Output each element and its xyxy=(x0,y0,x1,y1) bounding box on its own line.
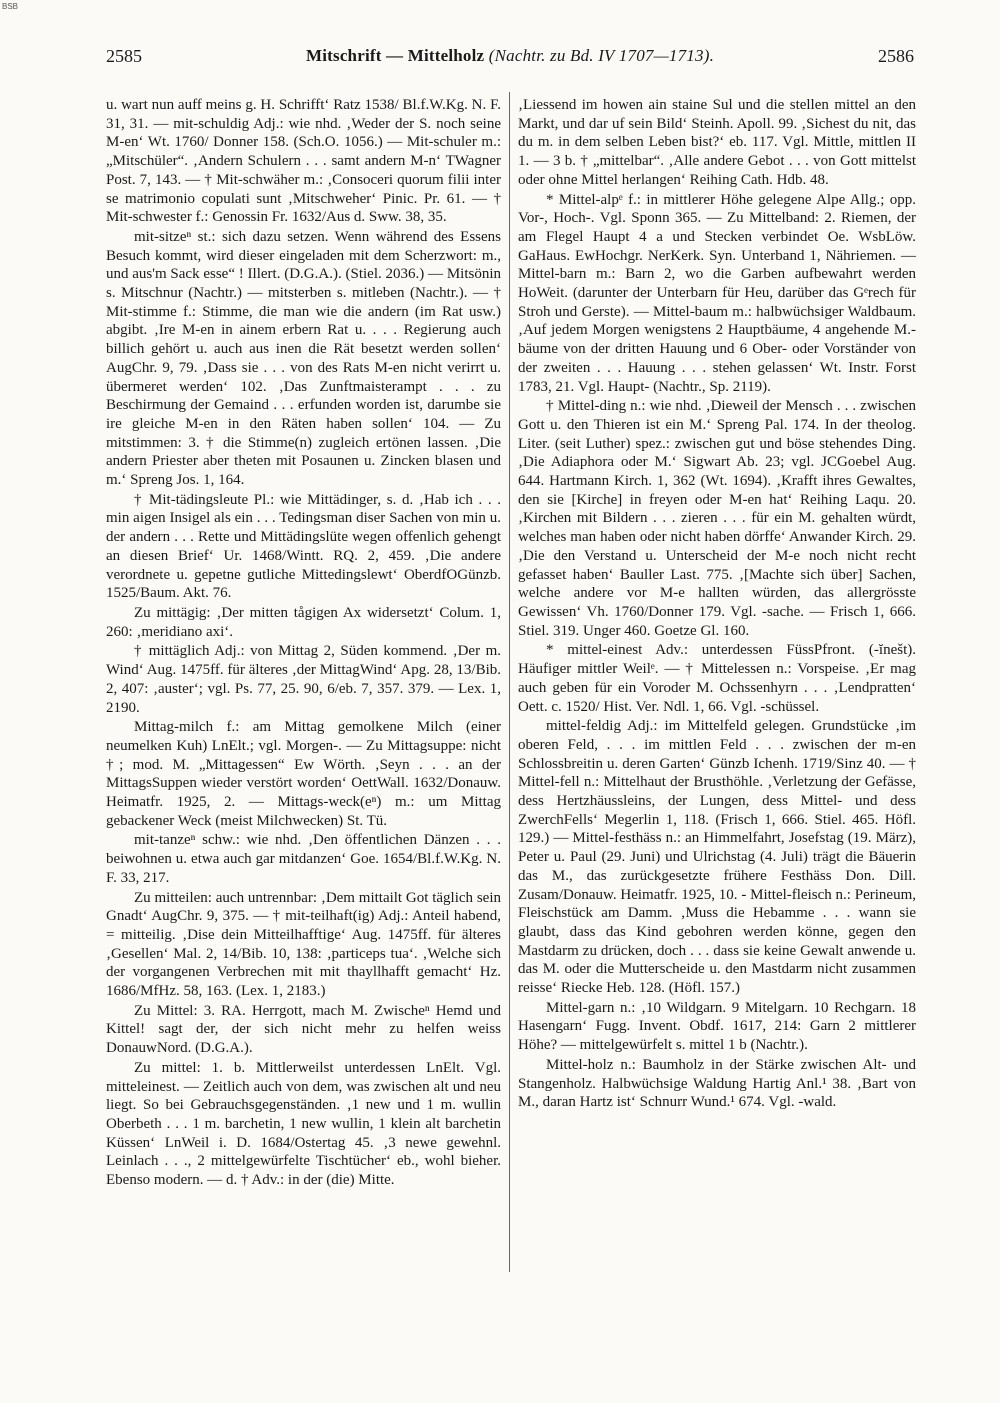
entry-paragraph: * Mittel-alpᵉ f.: in mittlerer Höhe gelegene Alpe Allg.; opp. Vor-, Hoch-. Vgl. Sponn 365. — Zu Mittelband: 2. Riemen, der am Flegel Haupt 4 a und Stecken verbindet Oe. WsbLöw. GaHaus. EwHochgr. NerKerk. Syn. Unterband 1, Nähriemen. — Mittel-barn m.: Barn 2, wo die Garben aufbewahrt werden HoWeit. (darunter der Unterbarn für Heu, darüber das Gᵉrech für Stroh und Gerste). — Mittel-baum m.: halbwüchsiger Waldbaum. ‚Auf jedem Morgen wenigstens 2 Hauptbäume, 4 angehende M.-bäume von der dritten Hauung und 6 Ober- oder Vorständer von der zweiten . . . Hauung . . . stehen gelassen‘ Wt. Instr. Forst 1783, 21. Vgl. Haupt- (Nachtr., Sp. 2119). xyxy=(518,191,916,395)
running-title-note: (Nachtr. zu Bd. IV 1707—1713). xyxy=(488,46,715,65)
entry-paragraph: Zu mittägig: ‚Der mitten tågigen Ax widersetzt‘ Colum. 1, 260: ‚meridiano axi‘. xyxy=(106,604,501,640)
running-title-main: Mitschrift — Mittelholz xyxy=(305,46,485,65)
left-column xyxy=(106,96,501,1296)
running-title xyxy=(106,46,914,66)
right-column xyxy=(518,96,916,1296)
entry-paragraph: † Mittel-ding n.: wie nhd. ‚Dieweil der Mensch . . . zwischen Gott u. den Thieren ist ein M.‘ Spreng Pal. 174. In der theolog. Liter. (seit Luther) spez.: zwischen gut und böse stehendes Ding. ‚Die Adiaphora oder M.‘ Sigwart Ab. 23; vgl. JCGoebel Aug. 644. Hartmann Kirch. 1, 362 (Wt. 1694). ‚Krafft ihres Gewaltes, den sie [Kirche] in freyen oder M-en hat‘ Reihing Laqu. 20. ‚Kirchen mit Bildern . . . zieren . . . für ein M. gehalten würdt, welches man haben oder nicht haben dörffe‘ Anwander Kirch. 29. ‚Die den Verstand u. Unterscheid der M-e noch nicht recht gefasset haben‘ Bauller Last. 775. ‚[Machte sich über] Sachen, welche andere vor M-e hallten würden, das allergrösste Gewissen‘ Vh. 1760/Donner 179. Vgl. -sache. — Frisch 1, 666. Stiel. 319. Unger 460. Goetze Gl. 160. xyxy=(518,398,916,639)
column-divider xyxy=(509,92,510,1272)
entry-paragraph: † Mit-tädingsleute Pl.: wie Mittädinger, s. d. ‚Hab ich . . . min aigen Insigel als ein . . . Tedingsman diser Sachen von min u. der andern . . . Rette und Mittädingslüte wegen offenlich gehengt an diesen Brief‘ Ur. 1468/Wintt. RQ. 2, 459. ‚Die andere verordnete u. gepetne gutliche Mittedingslewt‘ OberdfOGünzb. 1525/Baum. Akt. 76. xyxy=(106,491,501,602)
entry-paragraph: mit-tanzeⁿ schw.: wie nhd. ‚Den öffentlichen Dänzen . . . beiwohnen u. etwa auch gar mitdanzen‘ Goe. 1654/Bl.f.W.Kg. N. F. 33, 217. xyxy=(106,832,501,886)
entry-paragraph: mit-sitzeⁿ st.: sich dazu setzen. Wenn während des Essens Besuch kommt, wird dieser eingeladen mit dem Scherzwort: m., und aus'm Sack esse“ ! Illert. (D.G.A.). (Stiel. 2036.) — Mitsönin s. Mitschnur (Nachtr.) — mitsterben s. mitleben (Nachtr.). — † Mit-stimme f.: Stimme, die man wie die andern (im Rat usw.) abgibt. ‚Ire M-en in ainem erbern Rat u. . . . Regierung auch billich gehört u. auch aus inen die Rät besetzt werden sollen‘ AugChr. 9, 79. ‚Dass sie . . . von des Rats M-en nicht verirrt u. übermeret werden‘ 102. ‚Das Zunftmaisterampt . . . zu Beschirmung der Gemaind . . . erfunden worden ist, darumbe sie ire gleiche M-en in den Räten haben sollen‘ 104. — Zu mitstimmen: 3. † die Stimme(n) zugleich ertönen lassen. ‚Die andern Priester aber theten mit Posaunen u. Zincken blasen und m.‘ Spreng Jos. 1, 164. xyxy=(106,228,501,489)
page-number-left: 2585 xyxy=(106,46,142,66)
entry-paragraph: * mittel-einest Adv.: unterdessen FüssPfront. (-ĭnešt). Häufiger mittler Weilᵉ. — † Mittelessen n.: Vorspeise. ‚Er mag auch geben für ein Voroder M. Ochssenhyrn . . . ‚Lendpratten‘ Oett. c. 1520/ Hist. Ver. Ndl. 1, 66. Vgl. -schüssel. xyxy=(518,642,916,715)
entry-paragraph: Mittag-milch f.: am Mittag gemolkene Milch (einer neumelken Kuh) LnElt.; vgl. Morgen-. — Zu Mittagsuppe: nicht †; mod. M. „Mittagessen“ Ew Wörth. ‚Seyn . . . an der MittagsSuppen wieder verstört worden‘ OettWall. 1632/Donauw. Heimatfr. 1925, 2. — Mittags-weck(eⁿ) m.: um Mittag gebackener Weck (meist Milchwecken) St. Tü. xyxy=(106,719,501,829)
entry-paragraph: Zu Mittel: 3. RA. Herrgott, mach M. Zwischeⁿ Hemd und Kittel! sagt der, der sich nicht mehr zu helfen weiss DonauwNord. (D.G.A.). xyxy=(106,1002,501,1057)
entry-paragraph: Mittel-holz n.: Baumholz in der Stärke zwischen Alt- und Stangenholz. Halbwüchsige Waldung Hartig Anl.¹ 38. ‚Bart von M., daran Hartz ist‘ Schnurr Wund.¹ 674. Vgl. -wald. xyxy=(518,1056,916,1111)
entry-paragraph: † mittäglich Adj.: von Mittag 2, Süden kommend. ‚Der m. Wind‘ Aug. 1475ff. für älteres ‚der MittagWind‘ Apg. 28, 13/Bib. 2, 407: ‚auster‘; vgl. Ps. 77, 25. 90, 6/eb. 7, 357. 379. — Lex. 1, 2190. xyxy=(106,643,501,716)
entry-paragraph: mittel-feldig Adj.: im Mittelfeld gelegen. Grundstücke ‚im oberen Feld, . . . im mittlen Feld . . . zwischen der m-en Schlossbreitin u. deren Garten‘ Günzb Ichenh. 1719/Sinz 40. — † Mittel-fell n.: Mittelhaut der Brusthöhle. ‚Verletzung der Gefässe, dess Hertzhäussleins, der Lungen, dess Mittel- und dess ZwerchFells‘ Megerlin 1, 118. (Frisch 1, 666. Stiel. 465. Höfl. 129.) — Mittel-festhäss n.: an Himmelfahrt, Josefstag (19. März), Peter u. Paul (29. Juni) und Ulrichstag (4. Juli) trägt die Bäuerin das M., das zurückgesetzte frühere Festhäss Don. Dill. Zusam/Donauw. Heimatfr. 1925, 10. - Mittel-fleisch n.: Perineum, Fleischstück am Damm. ‚Muss die Hebamme . . . wann sie glaubt, dass das Kind gebohren werden könne, gegen den Mastdarm zu drücken, doch . . . dass sie keine Gewalt anwende u. das M. oder die Mutterscheide u. den Mastdarm nicht zusammen reisse‘ Riecke Heb. 128. (Höfl. 157.) xyxy=(518,718,916,997)
library-stamp: BSB xyxy=(2,2,19,11)
page-number-right: 2586 xyxy=(878,46,914,66)
entry-paragraph: u. wart nun auff meins g. H. Schrifft‘ Ratz 1538/ Bl.f.W.Kg. N. F. 31, 31. — mit-schuldig Adj.: wie nhd. ‚Weder der S. noch seine M-en‘ Wt. 1760/ Donner 158. (Sch.O. 1056.) — Mit-schuler m.: „Mitschüler“. ‚Andern Schulern . . . samt andern M-n‘ TWagner Post. 7, 143. — † Mit-schwäher m.: ‚Consoceri quorum filii inter se matrimonio copulati sunt ‚Mitschweher‘ Pinic. Pr. 61. — † Mit-schwester f.: Genossin Fr. 1632/Aus d. Sww. 38, 35. xyxy=(106,97,501,226)
entry-paragraph: Zu mittel: 1. b. Mittlerweilst unterdessen LnElt. Vgl. mitteleinest. — Zeitlich auch von dem, was zwischen alt und neu liegt. So bei Gebrauchsgegenständen. ‚1 new und 1 m. wullin Oberbeth . . . 1 m. barchetin, 1 new wullin, 1 klein alt barchetin Küssen‘ LnWeil i. D. 1684/Ostertag 45. ‚3 newe gewehnl. Leinlach . . ., 2 mittelgewürfelte Tischtücher‘ eb., wohl bieher. Ebenso modern. — d. † Adv.: in der (die) Mitte. xyxy=(106,1059,501,1189)
page-header xyxy=(106,46,914,76)
entry-paragraph: Mittel-garn n.: ‚10 Wildgarn. 9 Mitelgarn. 10 Rechgarn. 18 Hasengarn‘ Fugg. Invent. Obdf. 1617, 214: Garn 2 mittlerer Höhe? — mittelgewürfelt s. mittel 1 b (Nachtr.). xyxy=(518,999,916,1054)
entry-paragraph: Zu mitteilen: auch untrennbar: ‚Dem mittailt Got täglich sein Gnadt‘ AugChr. 9, 375. — † mit-teilhaft(ig) Adj.: Anteil habend, = mitteilig. ‚Dise dein Mitteilhafftige‘ Aug. 1475ff. für älteres ‚Gesellen‘ Mal. 2, 14/Bib. 10, 138: ‚particeps tua‘. ‚Welche sich der vorgangenen Verbrechen mit mit thayllhafft gemacht‘ Hz. 1686/MfHz. 58, 163. (Lex. 1, 2183.) xyxy=(106,889,501,1000)
entry-paragraph: ‚Liessend im howen ain staine Sul und die stellen mittel an den Markt, und dar uf sein Bild‘ Steinh. Apoll. 99. ‚Sichest du nit, das du m. in dem selben Leben bist?‘ eb. 117. Vgl. Mittle, mittlen II 1. — 3 b. † „mittelbar“. ‚Alle andere Gebot . . . von Gott mittelst oder ohne Mittel herlangen‘ Reihing Cath. Hdb. 48. xyxy=(518,97,916,188)
